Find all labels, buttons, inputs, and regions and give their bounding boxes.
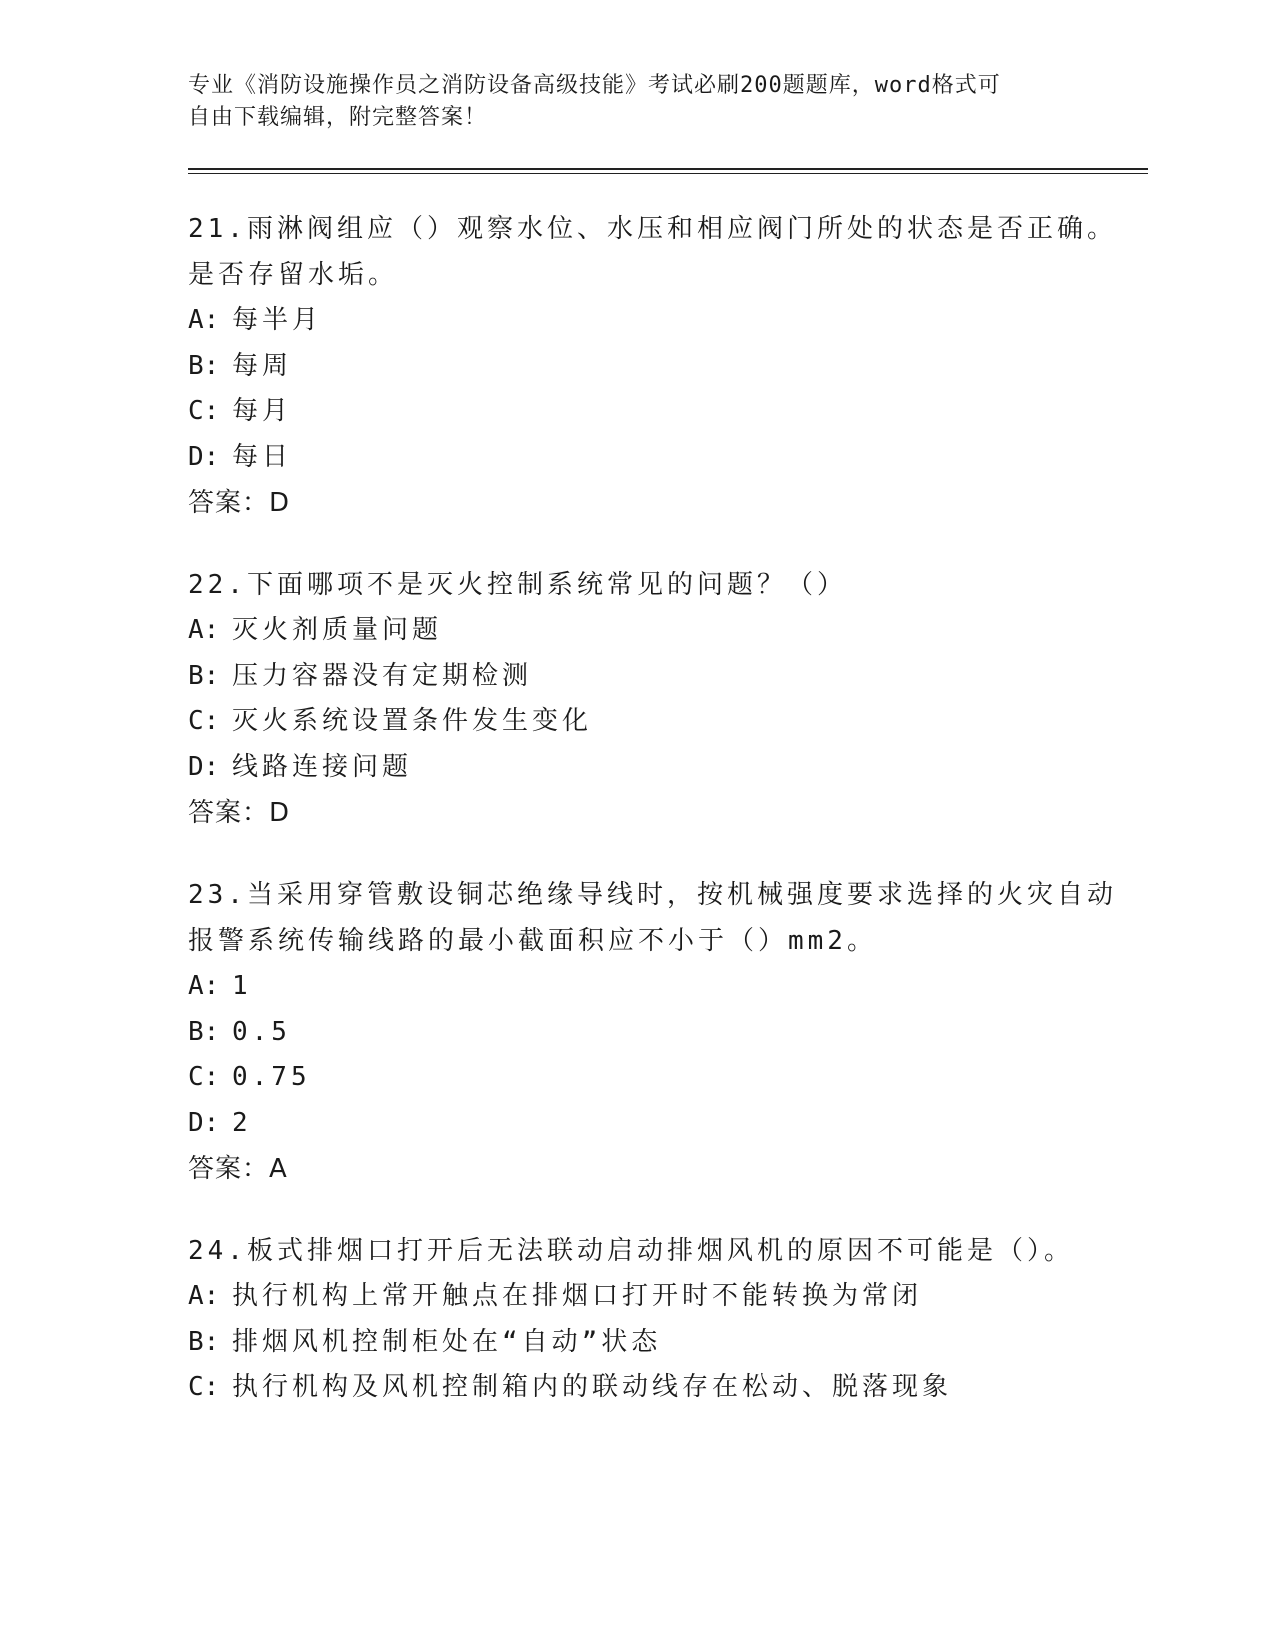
question-stem-line: 报警系统传输线路的最小截面积应不小于（）mm2。 [188,926,877,956]
option-letter: B: [188,660,220,691]
option-b [188,1320,1148,1366]
question-stem-line: 22.下面哪项不是灭火控制系统常见的问题？（） [188,570,847,600]
option-c [188,699,1148,745]
option-text: 每半月 [232,305,323,335]
option-text: 每日 [232,441,293,472]
option-letter: D: [188,751,220,782]
option-c [188,1055,1148,1101]
answer-line: 答案：A [188,1154,288,1184]
question-stem-line: 是否存留水垢。 [188,260,399,290]
option-text: 执行机构及风机控制箱内的联动线存在松动、脱落现象 [232,1372,953,1402]
header-line-2: 自由下载编辑，附完整答案！ [188,105,488,130]
option-text: 线路连接问题 [232,751,413,782]
option-b [188,1010,1148,1056]
option-letter: B: [188,350,220,381]
option-text: 1 [232,971,252,1001]
document-header [188,70,1148,134]
option-b [188,344,1148,390]
option-text: 2 [232,1107,252,1138]
option-letter: A: [188,1281,220,1311]
option-a [188,1274,1148,1320]
option-text: 执行机构上常开触点在排烟口打开时不能转换为常闭 [232,1281,923,1311]
option-letter: D: [188,441,220,472]
answer-line: 答案：D [188,488,291,518]
header-divider [188,168,1148,174]
option-letter: C: [188,1062,220,1092]
option-letter: C: [188,706,220,736]
option-text: 灭火剂质量问题 [232,615,443,645]
question-list [188,206,1148,1411]
question-21 [188,206,1148,526]
option-text: 0.75 [232,1062,311,1092]
question-stem-line: 21.雨淋阀组应（）观察水位、水压和相应阀门所处的状态是否正确。 [188,214,1117,244]
option-text: 排烟风机控制柜处在“自动”状态 [232,1326,662,1357]
option-d [188,745,1148,791]
question-22 [188,562,1148,836]
option-d [188,1101,1148,1147]
option-text: 每月 [232,396,293,426]
option-letter: A: [188,305,220,335]
option-d [188,435,1148,481]
option-letter: A: [188,615,220,645]
option-text: 压力容器没有定期检测 [232,660,533,691]
option-b [188,654,1148,700]
option-text: 每周 [232,350,293,381]
option-letter: B: [188,1016,220,1047]
option-letter: D: [188,1107,220,1138]
question-stem-line: 23.当采用穿管敷设铜芯绝缘导线时，按机械强度要求选择的火灾自动 [188,880,1117,910]
option-c [188,1365,1148,1411]
option-a [188,964,1148,1010]
option-a [188,298,1148,344]
question-24 [188,1228,1148,1411]
answer-line: 答案：D [188,798,291,828]
question-stem-line: 24.板式排烟口打开后无法联动启动排烟风机的原因不可能是（）。 [188,1236,1074,1266]
option-letter: A: [188,971,220,1001]
header-line-1: 专业《消防设施操作员之消防设备高级技能》考试必刷200题题库，word格式可 [188,73,1001,98]
option-text: 灭火系统设置条件发生变化 [232,706,593,736]
document-page [188,70,1148,1447]
option-c [188,389,1148,435]
option-letter: B: [188,1326,220,1357]
option-letter: C: [188,396,220,426]
question-23 [188,872,1148,1192]
option-a [188,608,1148,654]
option-letter: C: [188,1372,220,1402]
option-text: 0.5 [232,1016,291,1047]
